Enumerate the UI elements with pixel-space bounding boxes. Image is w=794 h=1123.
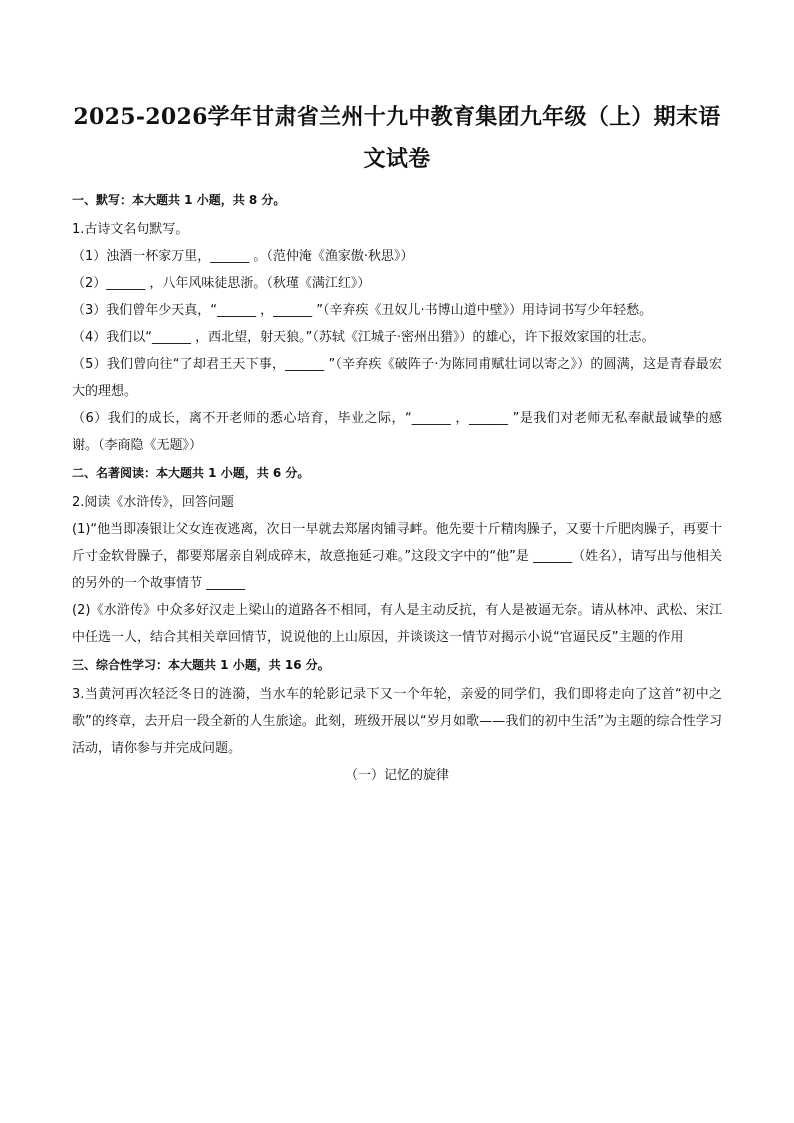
question-1-item-2: （2）______ ，八年风味徒思浙。（秋瑾《满江红》） xyxy=(72,276,371,291)
question-2-part-2: (2)《水浒传》中众多好汉走上梁山的道路各不相同，有人是主动反抗，有人是被逼无奈。请从林冲、武松、宋江中任选一人，结合其相关章回情节，说说他的上山原因，并谈谈这一情节对揭示小说“官逼民反”主题的作用 xyxy=(72,603,722,645)
question-1-stem: 1.古诗文名句默写。 xyxy=(72,222,189,237)
question-1-item-6: （6）我们的成长，离不开老师的悉心培育，毕业之际，“______ ，______ ”是我们对老师无私奉献最诚挚的感谢。（李商隐《无题》） xyxy=(72,411,722,453)
question-3-subheading: （一）记忆的旋律 xyxy=(344,768,449,783)
page-title: 2025-2026学年甘肃省兰州十九中教育集团九年级（上）期末语文试卷 xyxy=(73,104,721,172)
question-2-part-1: (1)“他当即凑银让父女连夜逃离，次日一早就去郑屠肉铺寻衅。他先要十斤精肉臊子，又要十斤肥肉臊子，再要十斤寸金软骨臊子，都要郑屠亲自剁成碎末，故意拖延刁难。”这段文字中的“他”是 ______（姓名），请写出与他相关的另外的一个故事情节 ______ xyxy=(72,522,722,591)
question-1-item-3: （3）我们曾年少天真，“______ ，______ ”（辛弃疾《丑奴儿·书博山道中壁》）用诗词书写少年轻愁。 xyxy=(72,303,653,318)
section-heading-comprehensive: 三、综合性学习：本大题共 1 小题，共 16 分。 xyxy=(72,658,330,672)
section-heading-dictation: 一、默写：本大题共 1 小题，共 8 分。 xyxy=(72,193,286,207)
question-3-stem: 3.当黄河再次轻泛冬日的涟漪，当水车的轮影记录下又一个年轮，亲爱的同学们，我们即将走向了这首“初中之歌”的终章，去开启一段全新的人生旅途。此刻，班级开展以“岁月如歌——我们的初中生活”为主题的综合性学习活动，请你参与并完成问题。 xyxy=(72,687,722,756)
question-1-item-4: （4）我们以“______ ，西北望，射天狼。”（苏轼《江城子·密州出猎》）的雄心，许下报效家国的壮志。 xyxy=(72,330,655,345)
question-1-item-1: （1）浊酒一杯家万里，______ 。（范仲淹《渔家傲·秋思》） xyxy=(72,249,414,264)
section-heading-classics: 二、名著阅读：本大题共 1 小题，共 6 分。 xyxy=(72,466,310,480)
question-2-stem: 2.阅读《水浒传》，回答问题 xyxy=(72,495,234,510)
question-1-item-5: （5）我们曾向往“了却君王天下事，______ ”（辛弃疾《破阵子·为陈同甫赋壮词以寄之》）的圆满，这是青春最宏大的理想。 xyxy=(72,357,722,399)
